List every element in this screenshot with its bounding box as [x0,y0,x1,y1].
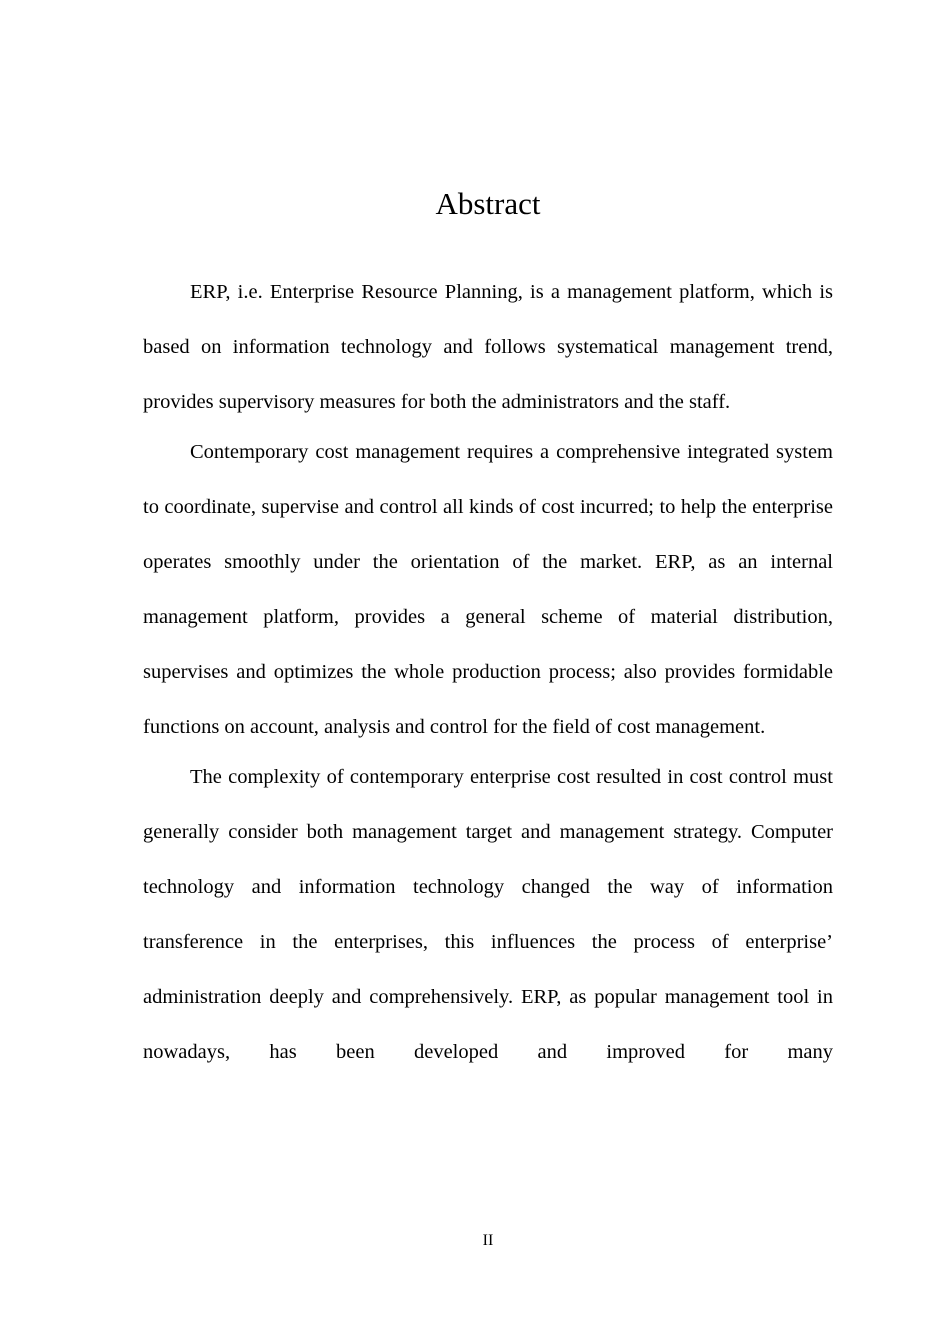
page-number: II [482,1232,494,1249]
abstract-paragraph-1: ERP, i.e. Enterprise Resource Planning, is a management platform, which is based on information technology and follows systematical management trend, provides supervisory measures for both the administrators and the staff. [143,281,833,413]
abstract-paragraph-2: Contemporary cost management requires a comprehensive integrated system to coordinate, supervise and control all kinds of cost incurred; to help the enterprise operates smoothly under the orientation of the market. ERP, as an internal management platform, provides a general scheme of material distribution, supervises and optimizes the whole production process; also provides formidable functions on account, analysis and control for the field of cost management. [143,441,833,738]
abstract-body [143,265,833,1080]
abstract-paragraph-3: The complexity of contemporary enterprise cost resulted in cost control must generally consider both management target and management strategy. Computer technology and information technology changed the way of information transference in the enterprises, this influences the process of enterprise’ administration deeply and comprehensively. ERP, as popular management tool in nowadays, has been developed and improved for many [143,766,833,1063]
page-title: Abstract [435,186,541,221]
